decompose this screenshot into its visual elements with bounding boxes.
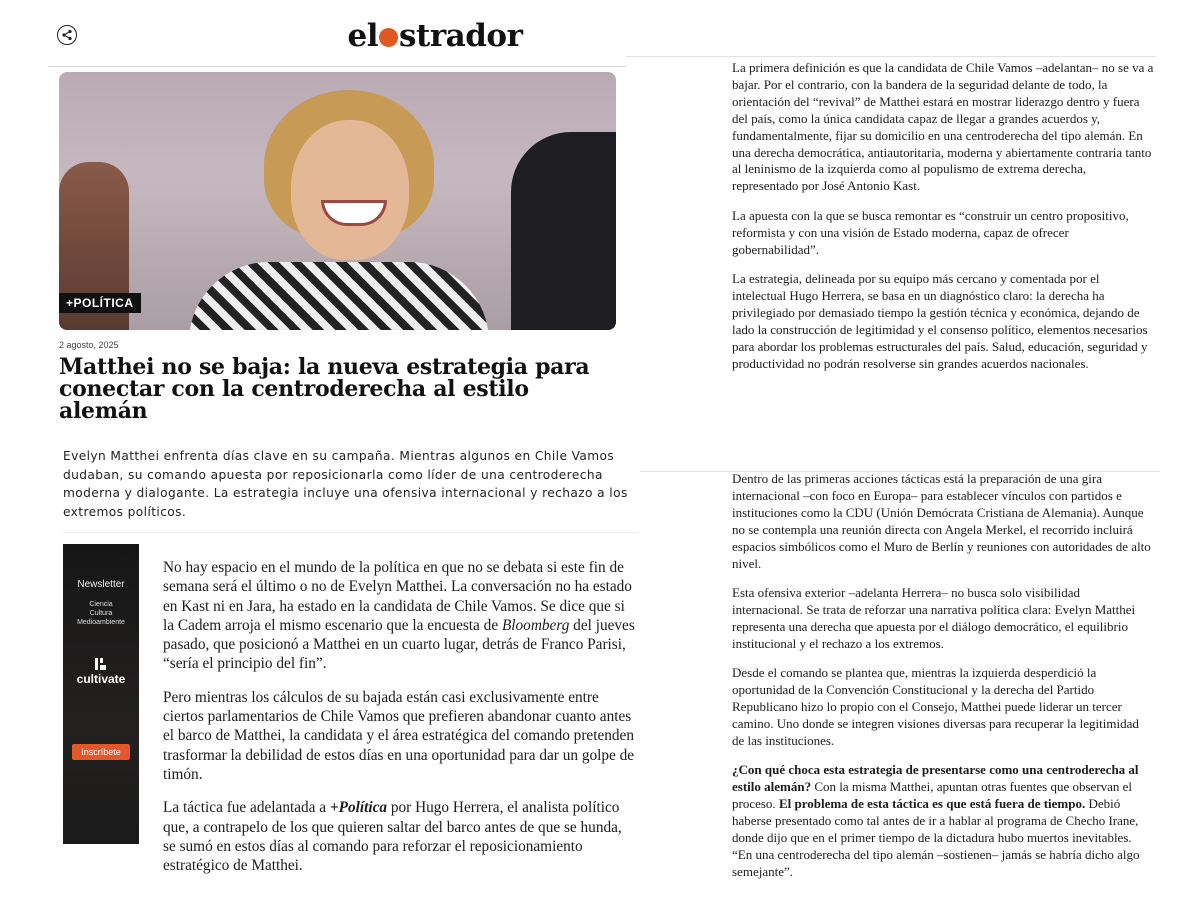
right-column-bottom	[732, 471, 1154, 893]
site-logo[interactable]	[300, 18, 570, 54]
subscribe-button[interactable]: Inscríbete	[72, 744, 130, 760]
share-button[interactable]	[57, 25, 77, 45]
ad-subtitle	[63, 600, 139, 627]
right-paragraph-6: Desde el comando se plantea que, mientras la izquierda desperdició la oportunidad de la Convención Constitucional y la derecha del Partido Republicano hizo lo propio con el Consejo, Matthei puede liderar un tercer camino. Uno donde se integren visiones diversas para recuperar la legitimidad de las instituciones.	[732, 665, 1139, 748]
ad-subtitle-3: Medioambiente	[77, 619, 125, 626]
right-paragraph-4: Dentro de las primeras acciones tácticas está la preparación de una gira internacional –con foco en Europa– para establecer vínculos con partidos e instituciones como la CDU (Unión Demócrata Cristiana de Alemania). Aunque no se contempla una reunión directa con Angela Merkel, el recorrido incluirá espacios simbólicos como el Muro de Berlín y reuniones con autoridades de alto nivel.	[732, 471, 1151, 571]
share-icon	[61, 29, 73, 41]
left-body	[163, 558, 638, 889]
right-paragraph-2: La apuesta con la que se busca remontar es “construir un centro propositivo, reformista y con una visión de Estado moderna, capaz de ofrecer gobernabilidad”.	[732, 207, 1129, 257]
cultivate-logo-icon	[94, 657, 108, 671]
right-column-top	[732, 60, 1154, 385]
article-date: 2 agosto, 2025	[59, 340, 119, 350]
right-paragraph-5: Esta ofensiva exterior –adelanta Herrera– no busca solo visibilidad internacional. Se trata de reforzar una narrativa política clara: Evelyn Matthei representa una derecha que apuesta por el diálogo democrático, el equilibrio institucional y el rechazo a los extremos.	[732, 584, 1136, 651]
hero-photo	[59, 72, 616, 330]
lead-divider	[63, 532, 638, 533]
logo-text-right: strador	[399, 18, 523, 54]
header-divider	[48, 66, 626, 67]
ad-title: Newsletter	[77, 579, 125, 590]
newsletter-ad[interactable]	[63, 544, 139, 844]
right-top-divider	[626, 56, 1156, 57]
right-paragraph-1: La primera definición es que la candidata de Chile Vamos –adelantan– no se va a bajar. Por el contrario, con la bandera de la seguridad delante de todo, la orientación del “revival” de Matthei estará en mostrar liderazgo dentro y fuera del país, como la única candidata capaz de llegar a grandes acuerdos y, fundamentalmente, fijar su domicilio en una centroderecha del tipo alemán. En una derecha democrática, antiautoritaria, moderna y abiertamente contraria tanto al leninismo de la izquierda como al populismo de extrema derecha, representado por José Antonio Kast.	[732, 60, 1154, 194]
ad-subtitle-2: Cultura	[89, 610, 113, 617]
ad-subtitle-1: Ciencia	[89, 601, 113, 608]
right-paragraph-7: ¿Con qué choca esta estrategia de presentarse como una centroderecha al estilo alemán? Con la misma Matthei, apuntan otras fuentes que observan el proceso. El problema de esta táctica es que está fuera de tiempo. Debió haberse presentado como tal antes de ir a hablar al programa de Checho Irane, donde dijo que en el primer tiempo de la dictadura hubo muertos inevitables. “En una centroderecha del tipo alemán –sostienen– jamás se habría dicho algo semejante”.	[732, 762, 1140, 879]
article-title: Matthei no se baja: la nueva estrategia para conectar con la centroderecha al estilo alemán	[59, 354, 590, 424]
hero-face	[291, 120, 409, 260]
ad-brand: cultivate	[76, 672, 126, 686]
right-paragraph-3: La estrategia, delineada por su equipo más cercano y comentada por el intelectual Hugo Herrera, se basa en un diagnóstico claro: la derecha ha privilegiado por demasiado tiempo la gestión técnica y económica, dejando de lado la construcción de legitimidad y el consenso político, elementos necesarios para abordar los problemas estructurales del país. Salud, educación, seguridad y productividad no podrán resolverse sin grandes acuerdos nacionales.	[732, 270, 1148, 371]
hero-person-right	[511, 132, 616, 330]
logo-dot	[379, 28, 398, 47]
body-paragraph-2: Pero mientras los cálculos de su bajada están casi exclusivamente entre ciertos parlamentarios de Chile Vamos que prefieren abandonar cuanto antes el barco de Matthei, la candidata y el área estratégica del comando pretenden trasformar la debilidad de estos días en una oportunidad para dar un golpe de timón.	[163, 688, 635, 783]
article-lead: Evelyn Matthei enfrenta días clave en su campaña. Mientras algunos en Chile Vamos dudaban, su comando apuesta por reposicionarla como líder de una centroderecha moderna y dialogante. La estrategia incluye una ofensiva internacional y rechazo a los extremos políticos.	[63, 449, 628, 519]
hero-jacket	[189, 262, 489, 330]
category-tag[interactable]: +POLÍTICA	[59, 293, 141, 313]
body-paragraph-1: No hay espacio en el mundo de la política en que no se debata si este fin de semana será el último o no de Evelyn Matthei. La conversación no ha estado en Kast ni en Jara, ha estado en la candidata de Chile Vamos. Se dice que si la Cadem arroja el mismo escenario que la encuesta de Bloomberg del jueves pasado, que posicionó a Matthei en un cuarto lugar, detrás de Franco Parisi, “sería el principio del fin”.	[163, 559, 635, 673]
body-paragraph-3: La táctica fue adelantada a +Política por Hugo Herrera, el analista político que, a contrapelo de los que quieren saltar del barco antes de que se hunda, se sumó en estos días al comando para reforzar el reposicionamiento estratégico de Matthei.	[163, 799, 622, 875]
logo-text-left: el	[347, 18, 379, 54]
